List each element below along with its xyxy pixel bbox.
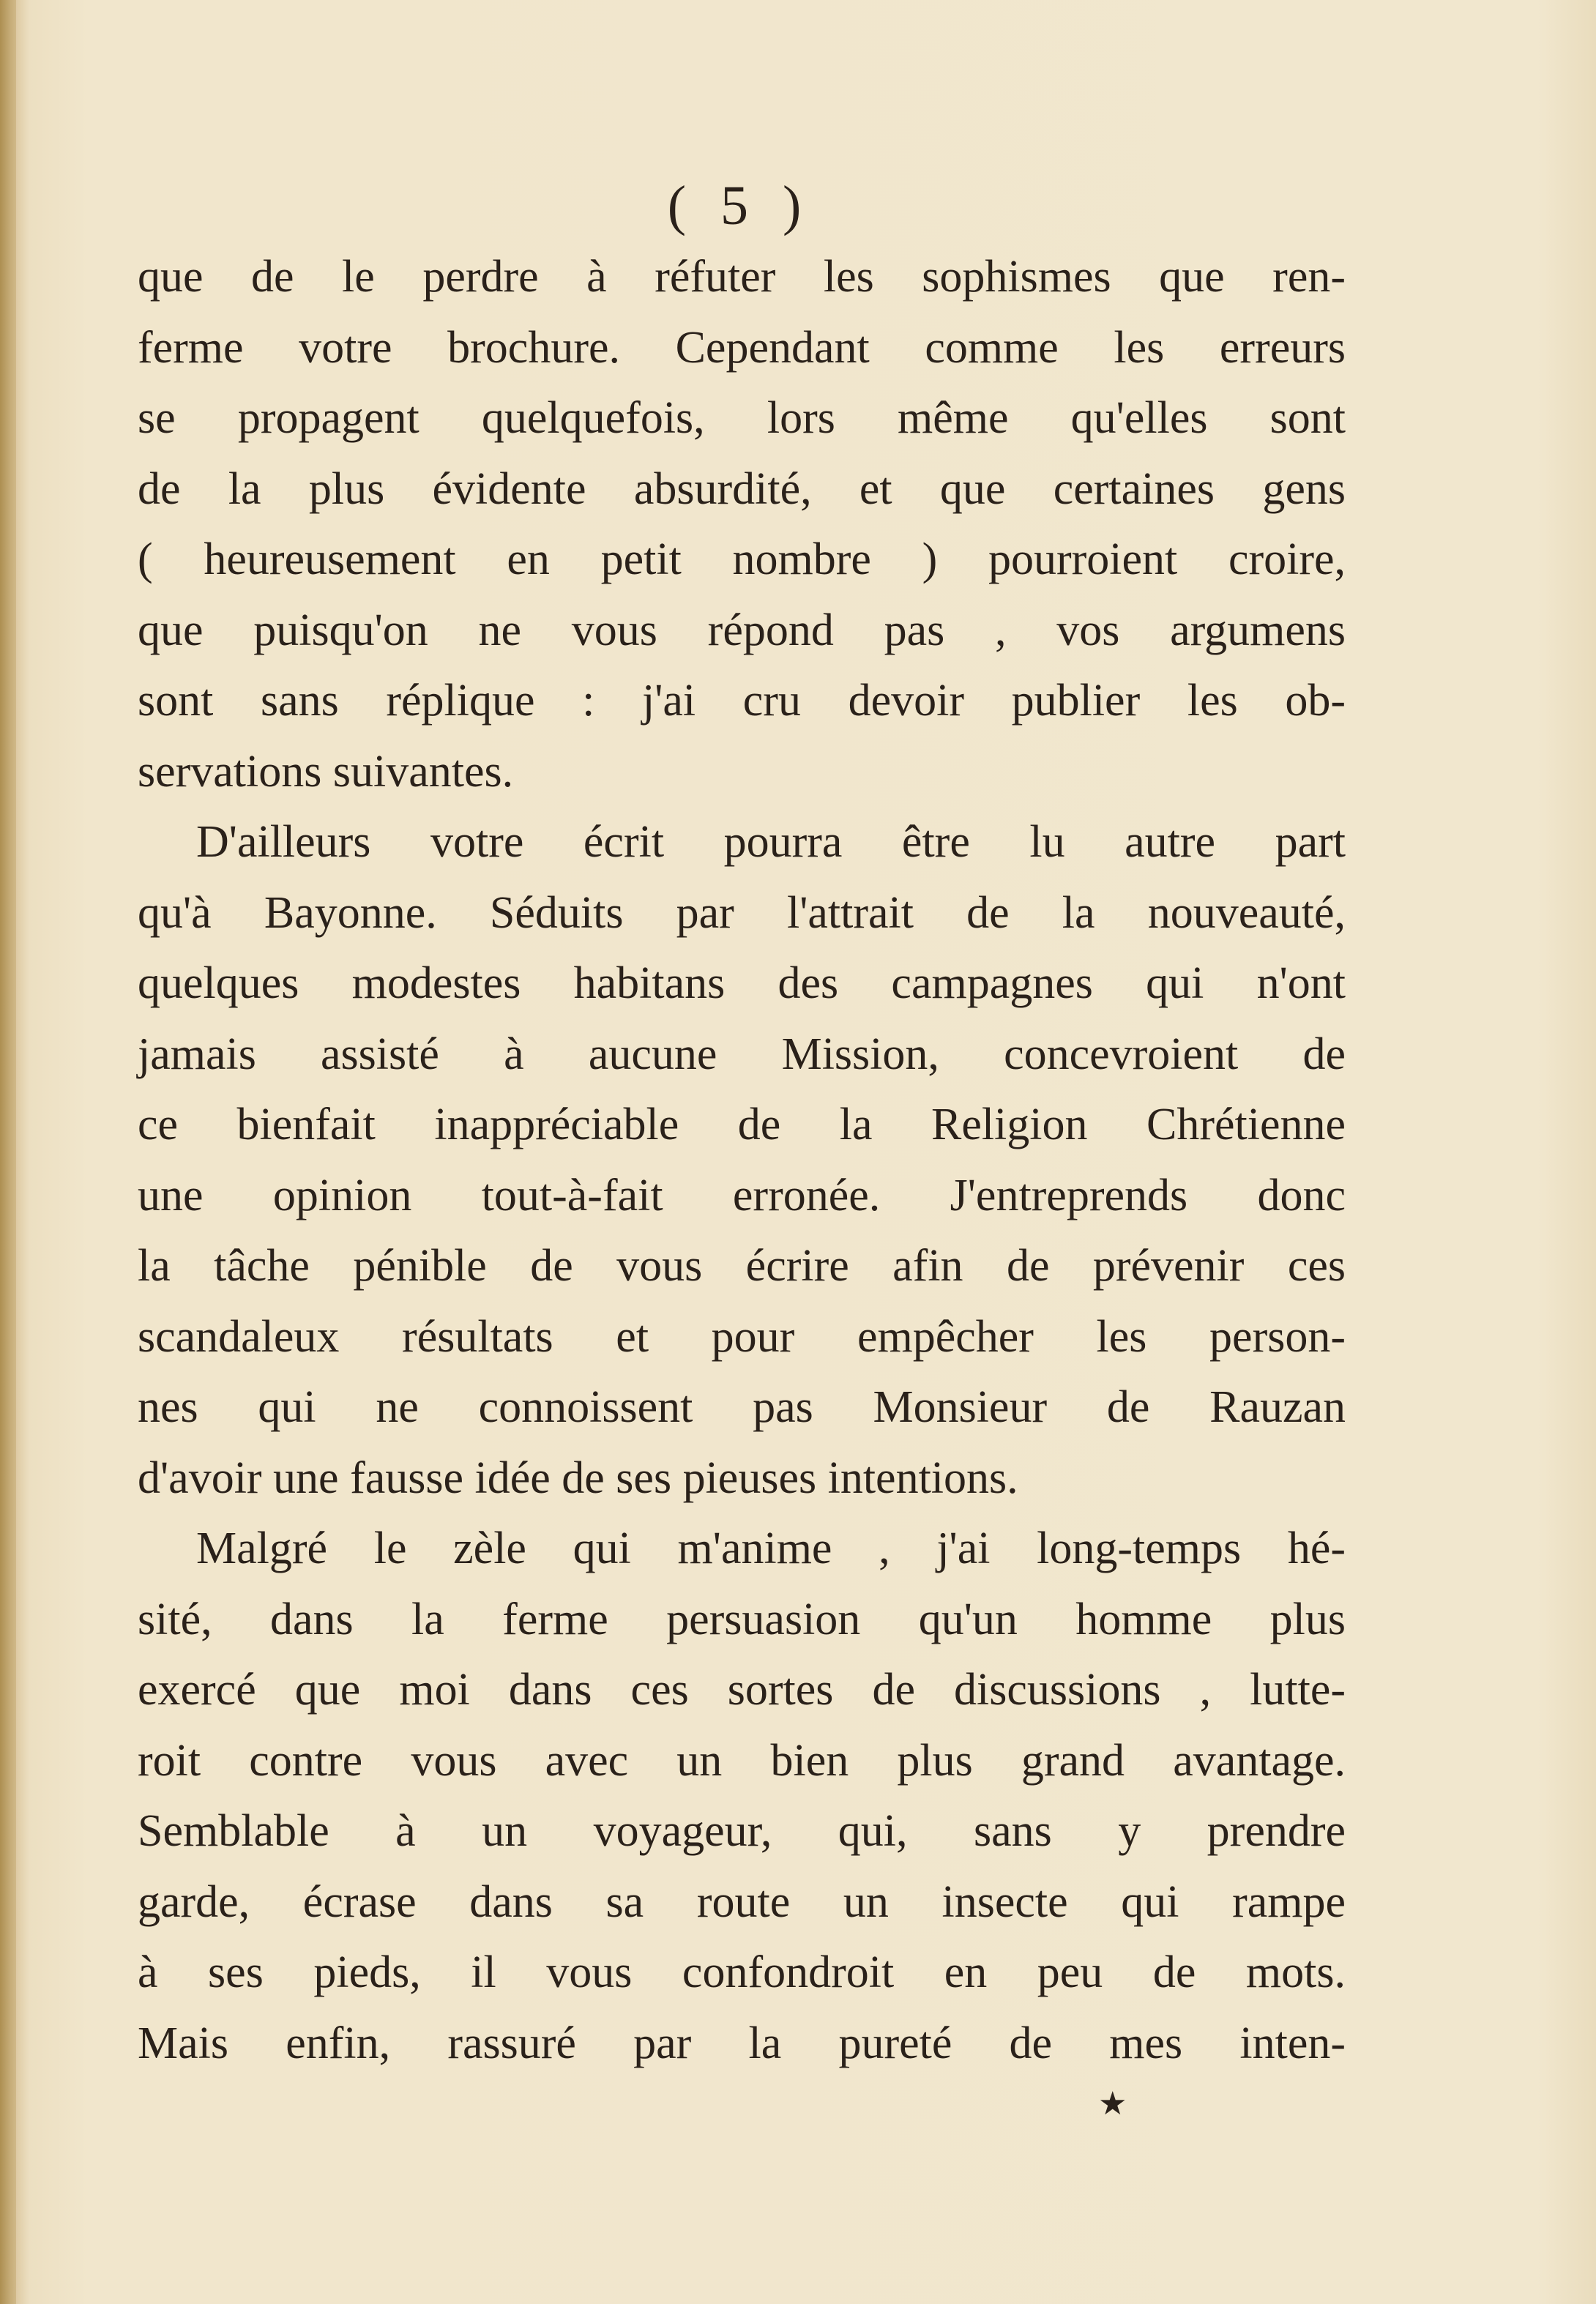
text-line: que de le perdre à réfuter les sophismes que ren- [138,252,1346,302]
text-line: la tâche pénible de vous écrire afin de prévenir ces [138,1241,1346,1291]
signature-mark: ★ [1098,2085,1127,2122]
text-line: garde, écrase dans sa route un insecte qui rampe [138,1876,1346,1927]
text-line: à ses pieds, il vous confondroit en peu de mots. [138,1947,1346,1997]
text-line: ferme votre brochure. Cependant comme les erreurs [138,322,1346,373]
text-line: Mais enfin, rassuré par la pureté de mes inten- [138,2018,1346,2068]
text-line: ( heureusement en petit nombre ) pourroient croire, [138,534,1346,584]
page-number: ( 5 ) [667,175,812,236]
text-line: se propagent quelquefois, lors même qu'elles sont [138,393,1346,443]
text-line: Malgré le zèle qui m'anime , j'ai long-temps hé- [196,1524,1346,1573]
text-line: sité, dans la ferme persuasion qu'un homme plus [138,1594,1346,1644]
text-line: que puisqu'on ne vous répond pas , vos argumens [138,605,1346,655]
text-line: Semblable à un voyageur, qui, sans y prendre [138,1806,1346,1856]
text-line: D'ailleurs votre écrit pourra être lu autre part [196,817,1346,867]
text-line: qu'à Bayonne. Séduits par l'attrait de la nouveauté, [138,887,1346,938]
text-line: quelques modestes habitans des campagnes qui n'ont [138,958,1346,1008]
text-line: exercé que moi dans ces sortes de discussions , lutte- [138,1665,1346,1715]
page-spine-shadow [0,0,16,2304]
text-line: de la plus évidente absurdité, et que certaines gens [138,463,1346,514]
text-line: nes qui ne connoissent pas Monsieur de Rauzan [138,1382,1346,1432]
text-line: ce bienfait inappréciable de la Religion Chrétienne [138,1100,1346,1149]
text-line: scandaleux résultats et pour empêcher les person- [138,1311,1346,1362]
body-text [138,242,1346,2079]
text-line: servations suivantes. [138,746,514,797]
text-line: une opinion tout-à-fait erronée. J'entreprends donc [138,1170,1346,1220]
text-line: d'avoir une fausse idée de ses pieuses intentions. [138,1453,1018,1503]
text-line: roit contre vous avec un bien plus grand avantage. [138,1735,1346,1786]
text-line: jamais assisté à aucune Mission, concevroient de [138,1029,1346,1079]
text-line: sont sans réplique : j'ai cru devoir publier les ob- [138,676,1346,726]
